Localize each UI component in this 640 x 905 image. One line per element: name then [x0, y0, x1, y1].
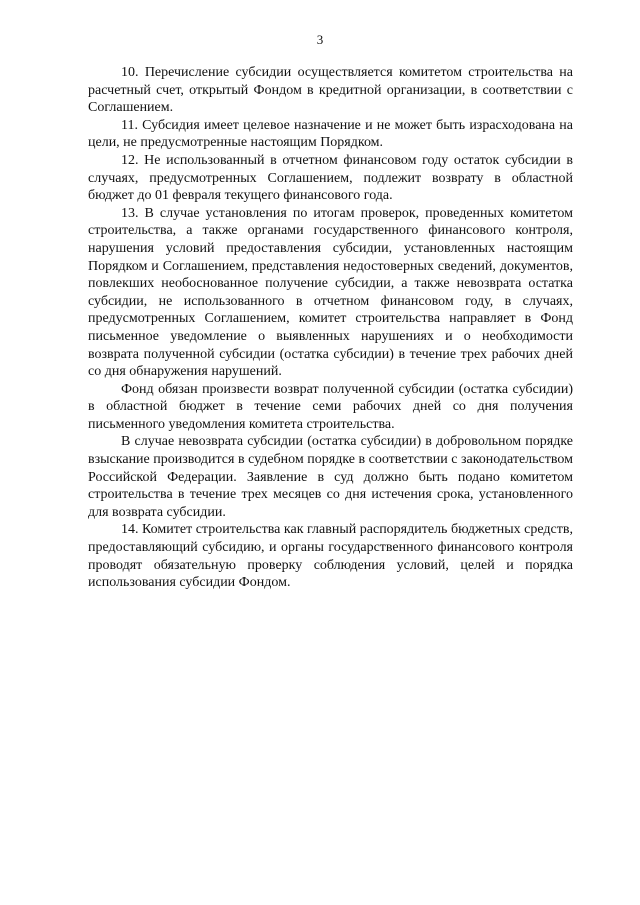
paragraph-13: 13. В случае установления по итогам проверок, проведенных комитетом строительства, а также органами государственного финансового контроля, нарушения условий предоставления субсидии, установленных настоящим Порядком и Соглашением, представления недостоверных сведений, документов, повлекших необоснованное получение субсидии, а также невозврата остатка субсидии, не использованного в отчетном финансовом году, в случаях, предусмотренных Соглашением, комитет строительства направляет в Фонд письменное уведомление о выявленных нарушениях и о необходимости возврата полученной субсидии (остатка субсидии) в течение трех рабочих дней со дня обнаружения нарушений. — [88, 205, 573, 380]
paragraph-10: 10. Перечисление субсидии осуществляется комитетом строительства на расчетный счет, открытый Фондом в кредитной организации, в соответствии с Соглашением. — [88, 65, 573, 116]
document-body — [88, 64, 573, 592]
paragraph-14: 14. Комитет строительства как главный распорядитель бюджетных средств, предоставляющий субсидию, и органы государственного финансового контроля проводят обязательную проверку соблюдения условий, целей и порядка использования субсидии Фондом. — [88, 522, 573, 591]
paragraph-13-fund-obligation: Фонд обязан произвести возврат полученной субсидии (остатка субсидии) в областной бюджет в течение семи рабочих дней со дня получения письменного уведомления комитета строительства. — [88, 381, 573, 432]
paragraph-12: 12. Не использованный в отчетном финансовом году остаток субсидии в случаях, предусмотренных Соглашением, подлежит возврату в областной бюджет до 01 февраля текущего финансового года. — [88, 152, 573, 204]
paragraph-13-court-recovery: В случае невозврата субсидии (остатка субсидии) в добровольном порядке взыскание производится в судебном порядке в соответствии с законодательством Российской Федерации. Заявление в суд должно быть подано комитетом строительства в течение трех месяцев со дня истечения срока, установленного для возврата субсидии. — [88, 434, 573, 520]
page-number: 3 — [316, 32, 324, 47]
paragraph-11: 11. Субсидия имеет целевое назначение и не может быть израсходована на цели, не предусмотренные настоящим Порядком. — [88, 117, 573, 151]
